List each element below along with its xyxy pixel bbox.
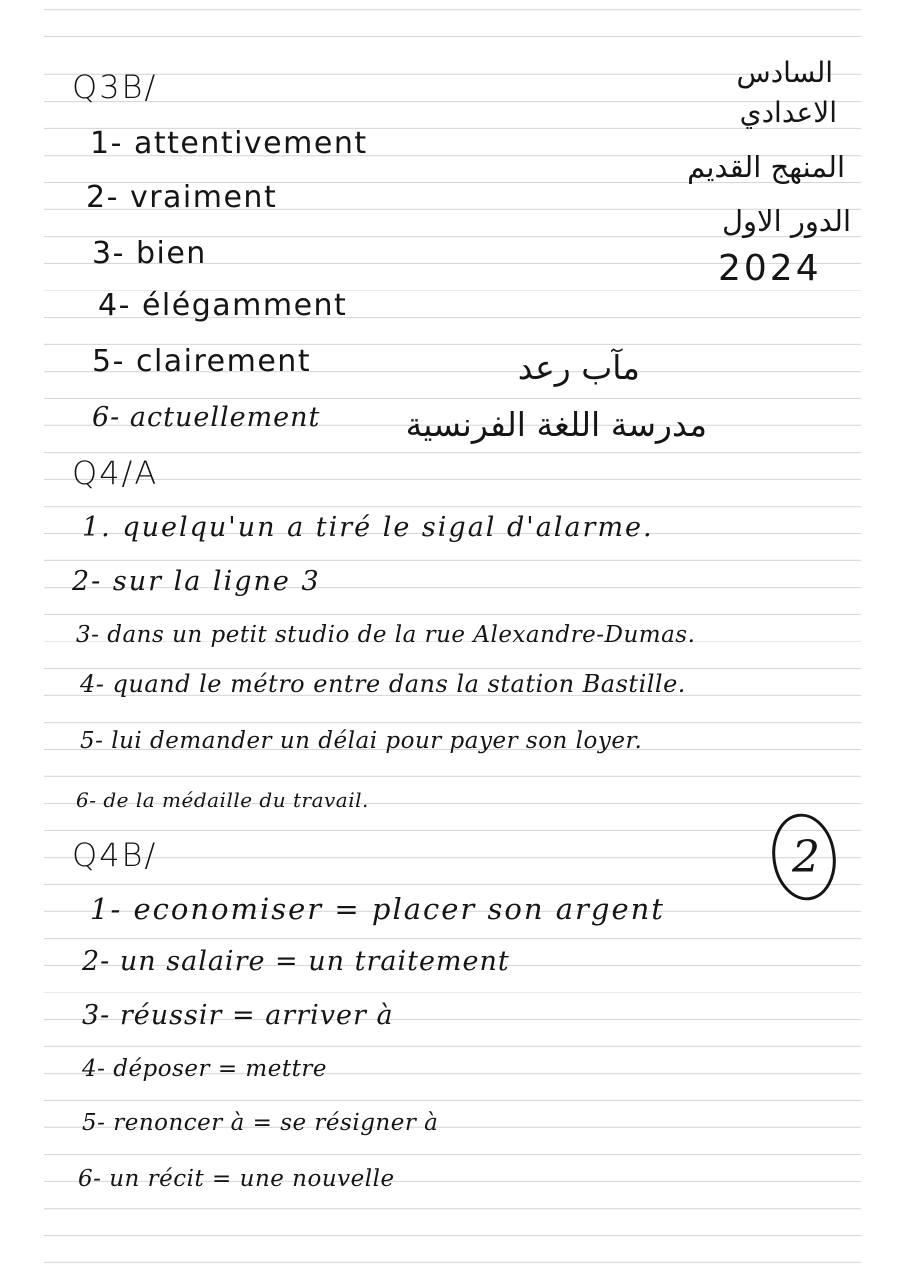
- list-item: 4- quand le métro entre dans la station Bastille.: [80, 670, 686, 698]
- section-title-q3b: Q3B/: [72, 68, 158, 106]
- list-item: 6- un récit = une nouvelle: [78, 1166, 395, 1192]
- header-curriculum: المنهج القديم: [687, 150, 845, 184]
- header-level: الاعدادي: [739, 96, 837, 129]
- list-item: 3- bien: [92, 236, 207, 271]
- list-item: 4- déposer = mettre: [82, 1056, 327, 1082]
- list-item: 3- réussir = arriver à: [82, 1000, 394, 1031]
- author-name: مآب رعد: [517, 348, 640, 387]
- list-item: 3- dans un petit studio de la rue Alexandre-Dumas.: [76, 622, 696, 648]
- author-role: مدرسة اللغة الفرنسية: [405, 405, 707, 444]
- list-item: 2- un salaire = un traitement: [82, 946, 510, 977]
- list-item: 2- sur la ligne 3: [72, 566, 321, 597]
- page-number: 2: [792, 832, 820, 883]
- list-item: 2- vraiment: [86, 180, 278, 215]
- section-title-q4a: Q4/A: [72, 454, 159, 492]
- list-item: 5- lui demander un délai pour payer son loyer.: [80, 728, 643, 754]
- list-item: 1. quelqu'un a tiré le sigal d'alarme.: [82, 512, 654, 543]
- list-item: 4- élégamment: [98, 288, 348, 323]
- list-item: 1- attentivement: [90, 126, 368, 161]
- list-item: 6- de la médaille du travail.: [76, 788, 369, 812]
- page-number-circle-icon: [770, 810, 840, 904]
- list-item: 5- clairement: [92, 344, 312, 379]
- header-grade: السادس: [736, 56, 833, 89]
- list-item: 6- actuellement: [92, 402, 321, 433]
- header-session: الدور الاول: [721, 204, 851, 238]
- header-year: 2024: [718, 248, 822, 289]
- list-item: 5- renoncer à = se résigner à: [82, 1110, 439, 1136]
- list-item: 1- economiser = placer son argent: [90, 892, 665, 926]
- section-title-q4b: Q4B/: [72, 836, 158, 874]
